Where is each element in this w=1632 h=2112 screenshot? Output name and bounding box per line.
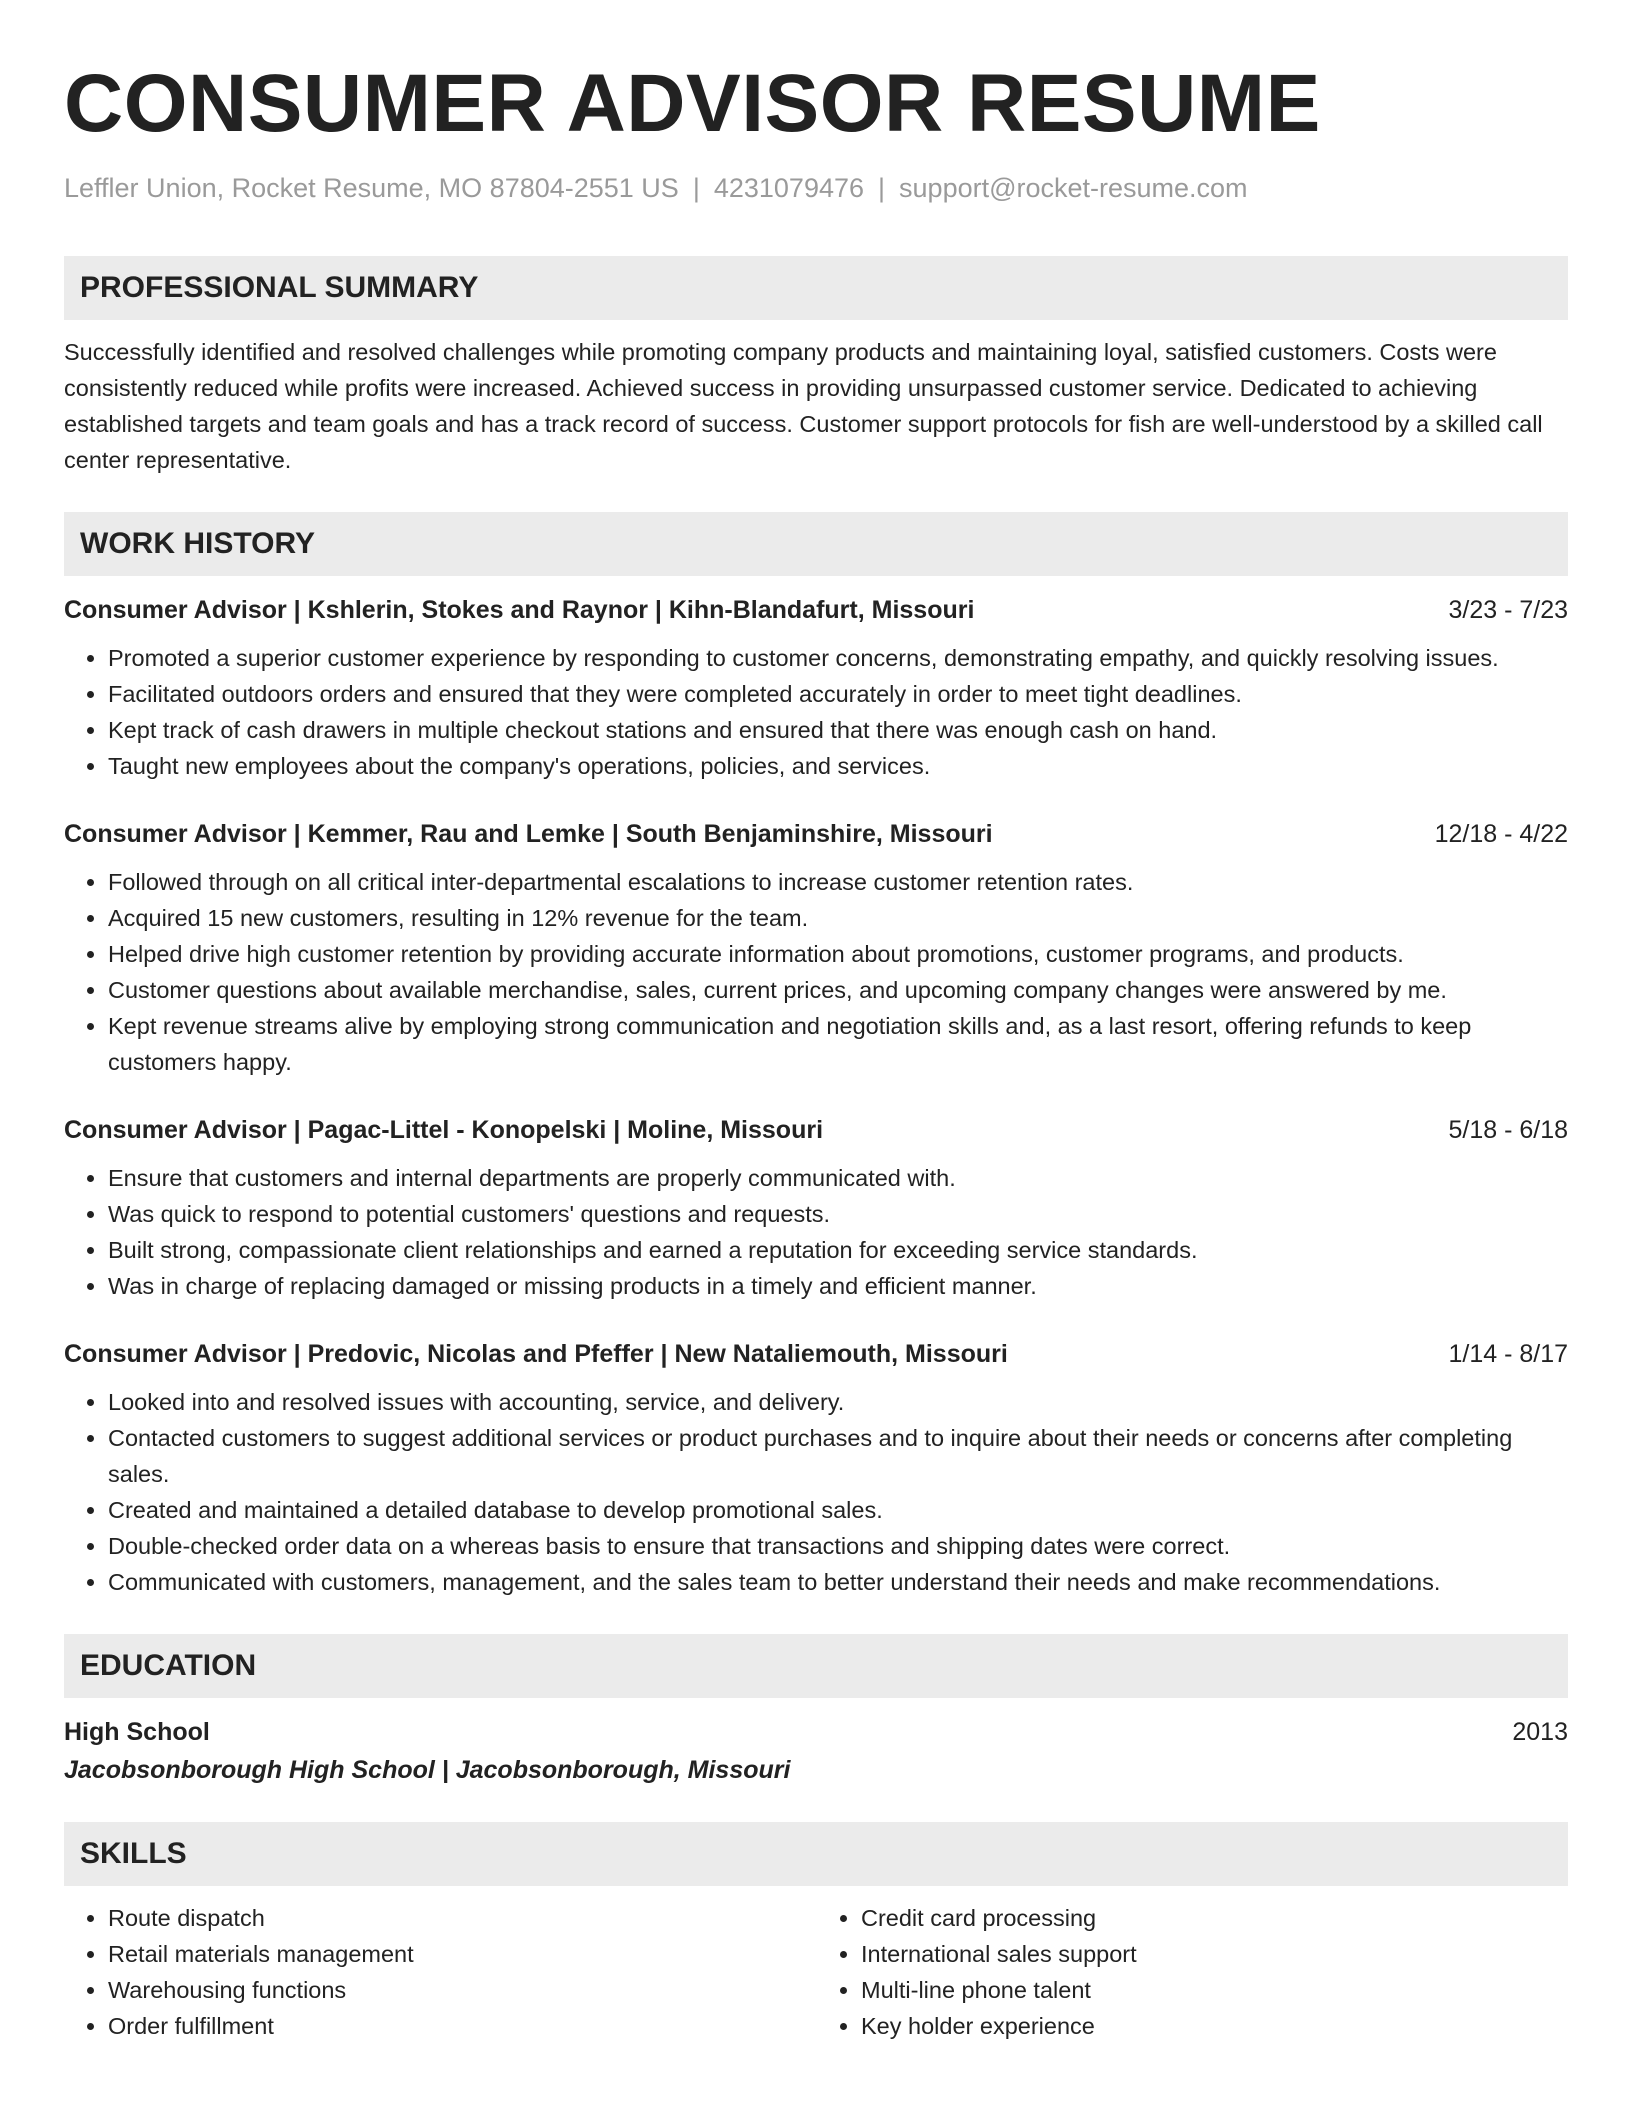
section-header-education: EDUCATION — [64, 1634, 1568, 1698]
contact-line — [64, 168, 1568, 208]
job-title: Consumer Advisor | Pagac-Littel - Konopelski | Moline, Missouri — [64, 1116, 824, 1144]
contact-separator: | — [692, 173, 700, 203]
job-title: Consumer Advisor | Kemmer, Rau and Lemke | South Benjaminshire, Missouri — [64, 820, 993, 848]
job-bullet: • Facilitated outdoors orders and ensured that they were completed accurately in order to meet tight deadlines. — [108, 676, 1568, 712]
job-bullet: • Created and maintained a detailed database to develop promotional sales. — [108, 1492, 1568, 1528]
job-head — [64, 1334, 1568, 1374]
job-dates: 5/18 - 6/18 — [1448, 1116, 1568, 1144]
section-header-skills: SKILLS — [64, 1822, 1568, 1886]
job-entry — [64, 814, 1568, 1080]
job-dates: 3/23 - 7/23 — [1448, 596, 1568, 624]
skills-column-right — [815, 1900, 1568, 2044]
work-history-list — [64, 590, 1568, 1600]
job-bullet: • Taught new employees about the company's operations, policies, and services. — [108, 748, 1568, 784]
job-title: Consumer Advisor | Kshlerin, Stokes and Raynor | Kihn-Blandafurt, Missouri — [64, 596, 975, 624]
summary-text: Successfully identified and resolved challenges while promoting company products and maintaining loyal, satisfied customers. Costs were consistently reduced while profits were increased. Achieved success in providing unsurpassed customer service. Dedicated to achieving established targets and team goals and has a track record of success. Customer support protocols for fish are well-understood by a skilled call center representative. — [64, 339, 1543, 473]
job-dates: 12/18 - 4/22 — [1434, 820, 1568, 848]
skill-item: • Order fulfillment — [108, 2008, 815, 2044]
job-entry — [64, 590, 1568, 784]
job-bullet: • Followed through on all critical inter-departmental escalations to increase customer retention rates. — [108, 864, 1568, 900]
job-bullet: • Contacted customers to suggest additional services or product purchases and to inquire about their needs or concerns after completing sales. — [108, 1420, 1568, 1492]
job-bullet: • Helped drive high customer retention by providing accurate information about promotions, customer programs, and products. — [108, 936, 1568, 972]
job-bullet: • Customer questions about available merchandise, sales, current prices, and upcoming company changes were answered by me. — [108, 972, 1568, 1008]
job-bullet: • Was quick to respond to potential customers' questions and requests. — [108, 1196, 1568, 1232]
job-bullets — [64, 864, 1568, 1080]
job-head — [64, 1110, 1568, 1150]
job-bullets — [64, 1384, 1568, 1600]
contact-separator: | — [878, 173, 886, 203]
job-bullet: • Communicated with customers, management, and the sales team to better understand their needs and make recommendations. — [108, 1564, 1568, 1600]
job-bullet: • Was in charge of replacing damaged or missing products in a timely and efficient manner. — [108, 1268, 1568, 1304]
job-bullet: • Double-checked order data on a whereas basis to ensure that transactions and shipping dates were correct. — [108, 1528, 1568, 1564]
job-entry — [64, 1334, 1568, 1600]
education-entry — [64, 1712, 1568, 1788]
skills-column-left — [64, 1900, 815, 2044]
job-bullet: • Kept revenue streams alive by employing strong communication and negotiation skills and, as a last resort, offering refunds to keep customers happy. — [108, 1008, 1568, 1080]
education-year: 2013 — [1512, 1718, 1568, 1746]
job-head — [64, 814, 1568, 854]
education-head — [64, 1712, 1568, 1752]
section-header-summary: PROFESSIONAL SUMMARY — [64, 256, 1568, 320]
job-bullet: • Kept track of cash drawers in multiple checkout stations and ensured that there was enough cash on hand. — [108, 712, 1568, 748]
job-bullet: • Looked into and resolved issues with accounting, service, and delivery. — [108, 1384, 1568, 1420]
job-bullet: • Built strong, compassionate client relationships and earned a reputation for exceeding service standards. — [108, 1232, 1568, 1268]
job-head — [64, 590, 1568, 630]
job-bullet: • Promoted a superior customer experience by responding to customer concerns, demonstrating empathy, and quickly resolving issues. — [108, 640, 1568, 676]
skill-item: • Route dispatch — [108, 1900, 815, 1936]
skill-item: • Credit card processing — [861, 1900, 1568, 1936]
education-school: Jacobsonborough High School | Jacobsonborough, Missouri — [64, 1756, 791, 1784]
skill-item: • Key holder experience — [861, 2008, 1568, 2044]
job-bullets — [64, 1160, 1568, 1304]
contact-phone: 4231079476 — [713, 173, 865, 203]
job-bullet: • Ensure that customers and internal departments are properly communicated with. — [108, 1160, 1568, 1196]
skill-item: • International sales support — [861, 1936, 1568, 1972]
skill-item: • Warehousing functions — [108, 1972, 815, 2008]
education-degree: High School — [64, 1718, 210, 1746]
job-dates: 1/14 - 8/17 — [1448, 1340, 1568, 1368]
job-title: Consumer Advisor | Predovic, Nicolas and Pfeffer | New Nataliemouth, Missouri — [64, 1340, 1008, 1368]
resume-title: CONSUMER ADVISOR RESUME — [64, 58, 1321, 149]
job-entry — [64, 1110, 1568, 1304]
skills-list — [64, 1900, 1568, 2044]
section-header-work-history: WORK HISTORY — [64, 512, 1568, 576]
skill-item: • Multi-line phone talent — [861, 1972, 1568, 2008]
job-bullet: • Acquired 15 new customers, resulting in 12% revenue for the team. — [108, 900, 1568, 936]
contact-address: Leffler Union, Rocket Resume, MO 87804-2551 US — [64, 173, 679, 203]
job-bullets — [64, 640, 1568, 784]
skill-item: • Retail materials management — [108, 1936, 815, 1972]
contact-email: support@rocket-resume.com — [899, 173, 1248, 203]
